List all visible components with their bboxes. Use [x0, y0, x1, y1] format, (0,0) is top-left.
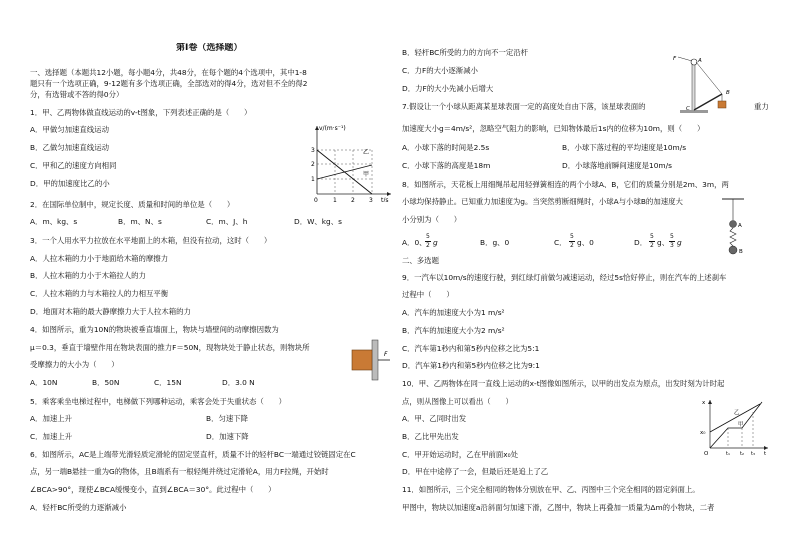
q10-line-jia	[710, 402, 762, 448]
q1-xtick-3: 3	[369, 197, 373, 202]
q9-option-d: D．汽车第1秒内和第5秒内位移之比为9:1	[402, 361, 540, 370]
q1-option-a: A．甲做匀加速直线运动	[30, 125, 109, 134]
q5-stem: 5．乘客乘坐电梯过程中，电梯做下列哪种运动，乘客会处于失重状态（ ）	[30, 397, 286, 406]
q4-line-3: 受摩擦力的大小为（ ）	[30, 360, 119, 369]
q4-option-d: D．3.0 N	[222, 378, 255, 387]
q7-option-d: D．小球落地前瞬间速度是10m/s	[562, 161, 672, 170]
q10-t-arrow	[764, 446, 768, 450]
q5-option-b: B．匀速下降	[206, 414, 249, 423]
q10-option-a: A．甲、乙同时出发	[402, 414, 467, 423]
q7-option-c: C．小球下落的高度是18m	[402, 161, 491, 170]
q8-line-3: 小分别为（ ）	[402, 215, 462, 224]
q5-option-c: C．加速上升	[30, 432, 73, 441]
q9-option-a: A．汽车的加速度大小为1 m/s²	[402, 308, 505, 317]
q10-label-t: t	[764, 451, 767, 456]
q7-line-1-tail: 重力	[754, 102, 769, 111]
q8-option-d-num1: 5	[650, 233, 654, 240]
q4-force-label: F	[384, 351, 388, 358]
q8-option-c-num: 5	[570, 233, 574, 240]
q6-option-c: C．力F的大小逐渐减小	[402, 66, 478, 75]
q4-block-wall-figure	[336, 338, 394, 382]
q8-option-d-den2: 3	[670, 242, 674, 249]
q6-line-3: ∠BCA>90°，现使∠BCA缓慢变小，直到∠BCA＝30°。此过程中（ ）	[30, 485, 276, 494]
q1-ytick-3: 3	[311, 147, 315, 154]
q9-option-c: C．汽车第1秒内和第5秒内位移之比为5:1	[402, 344, 540, 353]
q10-option-c: C．甲开始运动时，乙在甲前面x₀处	[402, 450, 518, 459]
q8-ball-b	[729, 246, 737, 254]
q6-ground	[680, 110, 708, 113]
q1-label-yi: 乙	[363, 149, 370, 156]
q10-xt-graph	[698, 396, 772, 456]
q8-option-c-prefix: C．	[554, 238, 567, 247]
q10-label-x0: x₀	[700, 430, 706, 436]
q1-xtick-1: 1	[333, 197, 337, 202]
q7-option-b: B．小球下落过程的平均速度是10m/s	[562, 143, 687, 152]
q11-line-1: 11．如图所示，三个完全相同的物体分别放在甲、乙、丙图中三个完全相同的固定斜面上。	[402, 485, 700, 494]
q6-rope	[696, 62, 722, 94]
q10-label-t1: t₁	[726, 451, 730, 456]
q1-xtick-0: 0	[314, 197, 318, 202]
q8-label-b: B	[739, 249, 743, 255]
q8-ball-a	[730, 221, 737, 228]
q1-t-arrow	[387, 192, 391, 196]
q1-label-jia: 甲	[363, 171, 370, 178]
q9-line-1: 9．一汽车以10m/s的速度行驶，到红绿灯前做匀减速运动，经过5s恰好停止，则在汽车的上述刹车	[402, 273, 727, 282]
q9-option-b: B．汽车的加速度大小为2 m/s²	[402, 326, 505, 335]
instructions-line-1: 一、选择题（本题共12小题，每小题4分，共48分，在每个题的4个选项中，其中1-8	[30, 68, 307, 77]
q8-option-d-prefix: D．	[634, 238, 648, 247]
q8-option-d-g1: g、	[657, 238, 670, 247]
q1-option-d: D．甲的加速度比乙的小	[30, 179, 110, 188]
q8-spring-figure	[718, 196, 748, 260]
q1-option-c: C．甲和乙的速度方向相同	[30, 161, 117, 170]
q1-option-b: B．乙做匀加速直线运动	[30, 143, 109, 152]
q6-option-a: A．轻杆BC所受的力逐渐减小	[30, 503, 127, 512]
q1-vt-graph	[305, 120, 395, 202]
q6-pull-rope	[678, 57, 692, 61]
q3-option-b: B．人拉木箱的力小于木箱拉人的力	[30, 271, 146, 280]
q1-xlabel: t/s	[381, 197, 389, 202]
q3-option-a: A．人拉木箱的力小于地面给木箱的摩擦力	[30, 254, 169, 263]
q8-option-a-g: g	[433, 238, 438, 247]
q8-option-a-den: 2	[426, 242, 430, 249]
q8-option-b: B．g、0	[480, 238, 510, 247]
q2-option-b: B．m、N、s	[118, 217, 162, 226]
q4-option-a: A．10N	[30, 378, 58, 387]
q1-ylabel: v/(m·s⁻¹)	[319, 125, 346, 132]
q10-label-t2: t₂	[740, 451, 744, 456]
q4-block	[352, 350, 372, 370]
q8-spring	[730, 228, 736, 246]
q6-option-b: B．轻杆BC所受的力的方向不一定沿杆	[402, 48, 529, 57]
q9-line-2: 过程中（ ）	[402, 290, 454, 299]
q6-option-d: D．力F的大小先减小后增大	[402, 84, 494, 93]
q6-label-c: C	[686, 106, 690, 112]
q4-line-1: 4．如图所示，重为10N的物块被垂直墙面上，物块与墙壁间的动摩擦因数为	[30, 325, 279, 334]
q8-option-d-num2: 5	[670, 233, 674, 240]
q1-ytick-2: 2	[311, 161, 315, 168]
q2-option-c: C．m、J、h	[206, 217, 248, 226]
q8-option-c-g: g、0	[577, 238, 594, 247]
section-multiple-choice: 二、多选题	[402, 256, 439, 265]
q6-vertical-rod	[692, 60, 695, 112]
q10-label-t3: t₃	[751, 451, 755, 456]
q3-stem: 3．一个人用水平力拉放在水平地面上的木箱，但没有拉动，这时（ ）	[30, 236, 272, 245]
q4-wall	[372, 340, 378, 380]
q2-option-d: D．W、kg、s	[294, 217, 342, 226]
q2-stem: 2．在国际单位制中，规定长度、质量和时间的单位是（ ）	[30, 200, 235, 209]
q7-line-2: 加速度大小g＝4m/s²，忽略空气阻力的影响，已知物体最后1s内的位移为10m，则（ ）	[402, 124, 705, 133]
q6-label-b: B	[726, 90, 730, 96]
q8-option-c-den: 2	[570, 242, 574, 249]
q4-line-2: μ＝0.3，垂直于墙壁作用在物块表面的推力F＝50N，现物块处于静止状态，则物块所	[30, 343, 310, 352]
q10-x-arrow	[708, 400, 712, 404]
q6-weight	[718, 101, 726, 108]
q6-pulley-figure	[672, 54, 738, 116]
q1-xtick-2: 2	[351, 197, 355, 202]
q10-line-2: 点，则从图像上可以看出（ ）	[402, 397, 513, 406]
q4-option-b: B．50N	[92, 378, 120, 387]
q4-option-c: C．15N	[154, 378, 182, 387]
q7-line-1: 7.假设让一个小球从距离某星球表面一定的高度处自由下落，该星球表面的	[402, 102, 646, 111]
q10-label-o: O	[704, 451, 709, 456]
q8-option-a-num: 5	[426, 233, 430, 240]
q10-label-yi: 乙	[734, 410, 740, 416]
q8-line-1: 8．如图所示，天花板上用细绳吊起用轻弹簧相连的两个小球A、B，它们的质量分别是2m、3m，两	[402, 180, 729, 189]
q10-label-x: x	[702, 400, 706, 406]
q3-option-c: C．人拉木箱的力与木箱拉人的力相互平衡	[30, 289, 169, 298]
q8-option-d-den1: 2	[650, 242, 654, 249]
q10-option-d: D．甲在中途停了一会，但最后还是追上了乙	[402, 467, 549, 476]
q2-option-a: A．m、kg、s	[30, 217, 78, 226]
instructions-line-3: 分，有选错或不答的得0分）	[30, 90, 124, 99]
q6-label-f: F	[673, 56, 677, 62]
q10-label-jia: 甲	[738, 422, 744, 428]
q10-option-b: B．乙比甲先出发	[402, 432, 459, 441]
section-title: 第Ⅰ卷（选择题）	[176, 43, 243, 53]
q8-option-d-g2: g	[677, 238, 682, 247]
q1-stem: 1．甲、乙两物体做直线运动的v-t图象，下列表述正确的是（ ）	[30, 108, 252, 117]
q8-label-a: A	[738, 223, 742, 229]
q7-option-a: A．小球下落的时间是2.5s	[402, 143, 490, 152]
q10-line-1: 10．甲、乙两物体在同一直线上运动的x-t图像如图所示，以甲的出发点为原点，出发时刻为计时起	[402, 379, 725, 388]
q1-ytick-1: 1	[311, 176, 315, 183]
q5-option-a: A．加速上升	[30, 414, 73, 423]
q3-option-d: D．地面对木箱的最大静摩擦力大于人拉木箱的力	[30, 307, 191, 316]
q6-line-2: 点，另一端B悬挂一重为G的物体，且B端系有一根轻绳并绕过定滑轮A，用力F拉绳，开始时	[30, 467, 329, 476]
q5-option-d: D．加速下降	[206, 432, 249, 441]
q8-option-a-prefix: A．0、	[402, 238, 427, 247]
q8-line-2: 小球均保持静止。已知重力加速度为g。当突然剪断细绳时，小球A与小球B的加速度大	[402, 197, 683, 206]
instructions-line-2: 题只有一个选项正确，9-12题有多个选项正确，全部选对的得4分，选对但不全的得2	[30, 79, 308, 88]
q11-line-2: 甲图中，物块以加速度a沿斜面匀加速下滑，乙图中，物块上再叠加一质量为Δm的小物块，二者	[402, 503, 715, 512]
q6-line-1: 6．如图所示，AC是上端带光滑轻质定滑轮的固定竖直杆，质量不计的轻杆BC一端通过铰链固定在C	[30, 450, 356, 459]
q6-label-a: A	[698, 58, 702, 64]
